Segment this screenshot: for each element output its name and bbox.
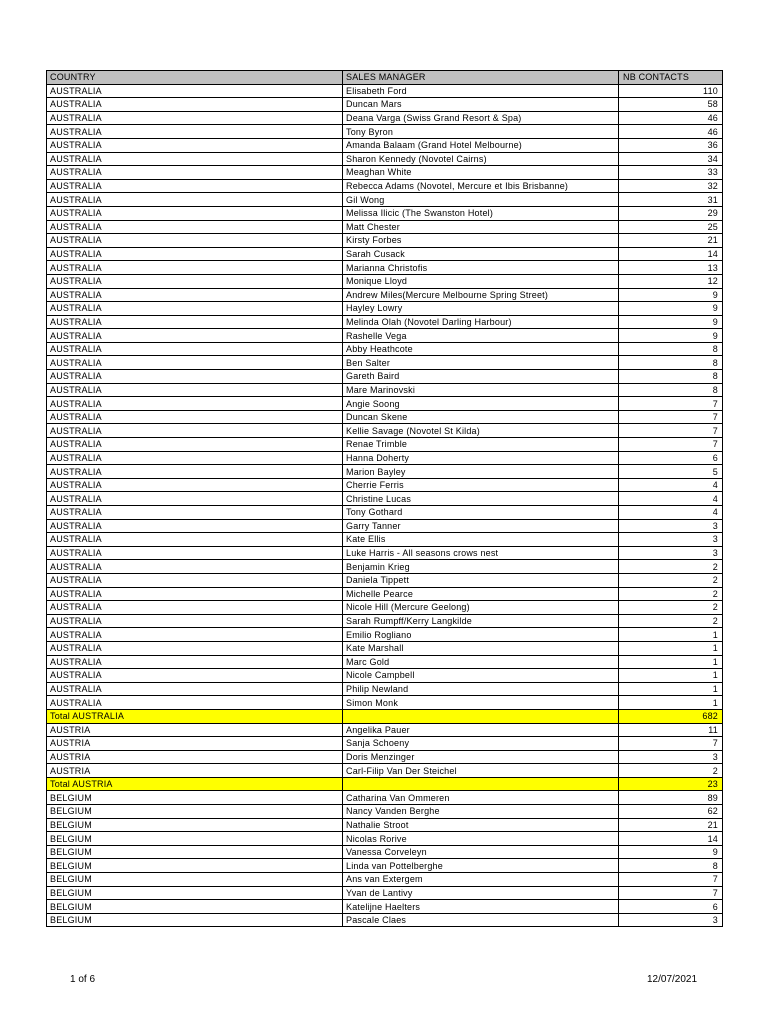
- sales-manager-cell: Matt Chester: [343, 220, 619, 234]
- nb-contacts-cell: 8: [619, 383, 723, 397]
- nb-contacts-cell: 36: [619, 138, 723, 152]
- nb-contacts-cell: 7: [619, 873, 723, 887]
- sales-manager-column-header: SALES MANAGER: [343, 71, 619, 85]
- country-cell: AUSTRIA: [47, 750, 343, 764]
- nb-contacts-cell: 4: [619, 506, 723, 520]
- nb-contacts-cell: 58: [619, 98, 723, 112]
- table-row: [47, 397, 723, 411]
- nb-contacts-cell: 1: [619, 655, 723, 669]
- nb-contacts-cell: 29: [619, 206, 723, 220]
- country-cell: BELGIUM: [47, 832, 343, 846]
- table-row: [47, 832, 723, 846]
- country-cell: Total AUSTRALIA: [47, 709, 343, 723]
- country-cell: AUSTRALIA: [47, 356, 343, 370]
- total-row: [47, 709, 723, 723]
- sales-manager-cell: Meaghan White: [343, 166, 619, 180]
- country-cell: AUSTRALIA: [47, 397, 343, 411]
- nb-contacts-cell: 110: [619, 84, 723, 98]
- nb-contacts-cell: 8: [619, 356, 723, 370]
- nb-contacts-cell: 3: [619, 750, 723, 764]
- contacts-table: [46, 70, 723, 927]
- sales-manager-cell: Ans van Extergem: [343, 873, 619, 887]
- country-cell: AUSTRALIA: [47, 111, 343, 125]
- table-row: [47, 655, 723, 669]
- nb-contacts-cell: 682: [619, 709, 723, 723]
- country-cell: AUSTRALIA: [47, 641, 343, 655]
- nb-contacts-cell: 3: [619, 533, 723, 547]
- table-row: [47, 492, 723, 506]
- country-cell: AUSTRALIA: [47, 573, 343, 587]
- table-row: [47, 315, 723, 329]
- sales-manager-cell: Sharon Kennedy (Novotel Cairns): [343, 152, 619, 166]
- table-row: [47, 465, 723, 479]
- country-cell: AUSTRALIA: [47, 288, 343, 302]
- country-cell: AUSTRALIA: [47, 302, 343, 316]
- sales-manager-cell: Deana Varga (Swiss Grand Resort & Spa): [343, 111, 619, 125]
- table-row: [47, 98, 723, 112]
- table-row: [47, 288, 723, 302]
- country-cell: AUSTRALIA: [47, 628, 343, 642]
- country-cell: AUSTRALIA: [47, 533, 343, 547]
- sales-manager-cell: Mare Marinovski: [343, 383, 619, 397]
- sales-manager-cell: Elisabeth Ford: [343, 84, 619, 98]
- table-row: [47, 641, 723, 655]
- table-row: [47, 451, 723, 465]
- sales-manager-cell: Angelika Pauer: [343, 723, 619, 737]
- table-row: [47, 370, 723, 384]
- nb-contacts-cell: 34: [619, 152, 723, 166]
- country-cell: BELGIUM: [47, 900, 343, 914]
- sales-manager-cell: Duncan Mars: [343, 98, 619, 112]
- table-row: [47, 478, 723, 492]
- sales-manager-cell: Duncan Skene: [343, 410, 619, 424]
- sales-manager-cell: [343, 777, 619, 791]
- nb-contacts-cell: 7: [619, 438, 723, 452]
- sales-manager-cell: Michelle Pearce: [343, 587, 619, 601]
- nb-contacts-cell: 7: [619, 424, 723, 438]
- nb-contacts-cell: 14: [619, 832, 723, 846]
- sales-manager-cell: Hayley Lowry: [343, 302, 619, 316]
- country-cell: AUSTRALIA: [47, 696, 343, 710]
- sales-manager-cell: Katelijne Haelters: [343, 900, 619, 914]
- sales-manager-cell: Nathalie Stroot: [343, 818, 619, 832]
- nb-contacts-cell: 1: [619, 696, 723, 710]
- sales-manager-cell: Sarah Cusack: [343, 247, 619, 261]
- sales-manager-cell: Rebecca Adams (Novotel, Mercure et Ibis Brisbanne): [343, 179, 619, 193]
- sales-manager-cell: Christine Lucas: [343, 492, 619, 506]
- nb-contacts-cell: 32: [619, 179, 723, 193]
- sales-manager-cell: Benjamin Krieg: [343, 560, 619, 574]
- country-cell: AUSTRALIA: [47, 560, 343, 574]
- sales-manager-cell: Kate Marshall: [343, 641, 619, 655]
- nb-contacts-cell: 4: [619, 492, 723, 506]
- country-cell: BELGIUM: [47, 873, 343, 887]
- nb-contacts-cell: 9: [619, 315, 723, 329]
- sales-manager-cell: Marc Gold: [343, 655, 619, 669]
- table-row: [47, 84, 723, 98]
- nb-contacts-cell: 2: [619, 764, 723, 778]
- sales-manager-cell: Nicolas Rorive: [343, 832, 619, 846]
- sales-manager-cell: Kirsty Forbes: [343, 234, 619, 248]
- table-row: [47, 886, 723, 900]
- nb-contacts-cell: 89: [619, 791, 723, 805]
- country-cell: AUSTRIA: [47, 723, 343, 737]
- nb-contacts-cell: 31: [619, 193, 723, 207]
- sales-manager-cell: Linda van Pottelberghe: [343, 859, 619, 873]
- table-row: [47, 410, 723, 424]
- table-row: [47, 438, 723, 452]
- sales-manager-cell: Ben Salter: [343, 356, 619, 370]
- nb-contacts-cell: 7: [619, 397, 723, 411]
- table-row: [47, 111, 723, 125]
- table-row: [47, 737, 723, 751]
- nb-contacts-cell: 3: [619, 913, 723, 927]
- country-cell: AUSTRALIA: [47, 383, 343, 397]
- country-cell: AUSTRALIA: [47, 424, 343, 438]
- sales-manager-cell: Tony Gothard: [343, 506, 619, 520]
- page-number: 1 of 6: [70, 974, 96, 985]
- sales-manager-cell: Melinda Olah (Novotel Darling Harbour): [343, 315, 619, 329]
- country-cell: AUSTRALIA: [47, 669, 343, 683]
- sales-manager-cell: Gareth Baird: [343, 370, 619, 384]
- table-row: [47, 342, 723, 356]
- table-row: [47, 152, 723, 166]
- table-row: [47, 764, 723, 778]
- country-cell: AUSTRALIA: [47, 125, 343, 139]
- table-row: [47, 859, 723, 873]
- table-row: [47, 261, 723, 275]
- nb-contacts-cell: 9: [619, 302, 723, 316]
- table-row: [47, 138, 723, 152]
- header-row: [47, 71, 723, 85]
- table-row: [47, 818, 723, 832]
- table-row: [47, 560, 723, 574]
- country-cell: AUSTRALIA: [47, 506, 343, 520]
- table-row: [47, 628, 723, 642]
- table-row: [47, 723, 723, 737]
- country-cell: AUSTRALIA: [47, 98, 343, 112]
- nb-contacts-cell: 11: [619, 723, 723, 737]
- total-row: [47, 777, 723, 791]
- country-cell: AUSTRALIA: [47, 682, 343, 696]
- country-cell: AUSTRALIA: [47, 138, 343, 152]
- country-cell: AUSTRALIA: [47, 370, 343, 384]
- country-cell: AUSTRALIA: [47, 492, 343, 506]
- country-cell: BELGIUM: [47, 805, 343, 819]
- print-date: 12/07/2021: [647, 974, 698, 985]
- sales-manager-cell: Nancy Vanden Berghe: [343, 805, 619, 819]
- sales-manager-cell: Abby Heathcote: [343, 342, 619, 356]
- sales-manager-cell: Kellie Savage (Novotel St Kilda): [343, 424, 619, 438]
- sales-manager-cell: Gil Wong: [343, 193, 619, 207]
- country-cell: AUSTRALIA: [47, 247, 343, 261]
- sales-manager-cell: Angie Soong: [343, 397, 619, 411]
- country-cell: AUSTRALIA: [47, 519, 343, 533]
- sales-manager-cell: Carl-Filip Van Der Steichel: [343, 764, 619, 778]
- country-cell: BELGIUM: [47, 791, 343, 805]
- table-row: [47, 356, 723, 370]
- country-cell: AUSTRALIA: [47, 587, 343, 601]
- nb-contacts-cell: 21: [619, 234, 723, 248]
- sales-manager-cell: Garry Tanner: [343, 519, 619, 533]
- country-cell: AUSTRALIA: [47, 315, 343, 329]
- table-row: [47, 274, 723, 288]
- table-row: [47, 302, 723, 316]
- sales-manager-cell: Pascale Claes: [343, 913, 619, 927]
- country-cell: Total AUSTRIA: [47, 777, 343, 791]
- sales-manager-cell: Tony Byron: [343, 125, 619, 139]
- country-cell: AUSTRALIA: [47, 614, 343, 628]
- country-cell: AUSTRALIA: [47, 546, 343, 560]
- nb-contacts-cell: 46: [619, 125, 723, 139]
- sales-manager-cell: Emilio Rogliano: [343, 628, 619, 642]
- table-row: [47, 682, 723, 696]
- nb-contacts-cell: 2: [619, 560, 723, 574]
- sales-manager-cell: Doris Menzinger: [343, 750, 619, 764]
- country-cell: AUSTRALIA: [47, 329, 343, 343]
- country-cell: AUSTRALIA: [47, 206, 343, 220]
- table-row: [47, 696, 723, 710]
- nb-contacts-cell: 9: [619, 288, 723, 302]
- country-cell: AUSTRIA: [47, 737, 343, 751]
- table-row: [47, 750, 723, 764]
- table-row: [47, 247, 723, 261]
- nb-contacts-cell: 2: [619, 614, 723, 628]
- nb-contacts-cell: 21: [619, 818, 723, 832]
- country-cell: AUSTRALIA: [47, 193, 343, 207]
- sales-manager-cell: Melissa Ilicic (The Swanston Hotel): [343, 206, 619, 220]
- country-cell: AUSTRALIA: [47, 166, 343, 180]
- sales-manager-cell: Philip Newland: [343, 682, 619, 696]
- sales-manager-cell: Rashelle Vega: [343, 329, 619, 343]
- nb-contacts-cell: 62: [619, 805, 723, 819]
- nb-contacts-cell: 33: [619, 166, 723, 180]
- table-row: [47, 601, 723, 615]
- table-row: [47, 329, 723, 343]
- nb-contacts-cell: 12: [619, 274, 723, 288]
- table-row: [47, 193, 723, 207]
- table-body: [47, 84, 723, 927]
- nb-contacts-cell: 4: [619, 478, 723, 492]
- table-row: [47, 234, 723, 248]
- nb-contacts-cell: 25: [619, 220, 723, 234]
- table-row: [47, 614, 723, 628]
- table-row: [47, 546, 723, 560]
- nb-contacts-cell: 7: [619, 410, 723, 424]
- nb-contacts-cell: 7: [619, 886, 723, 900]
- country-cell: AUSTRALIA: [47, 152, 343, 166]
- nb-contacts-cell: 23: [619, 777, 723, 791]
- sales-manager-cell: Renae Trimble: [343, 438, 619, 452]
- country-cell: AUSTRALIA: [47, 84, 343, 98]
- sales-manager-cell: Nicole Campbell: [343, 669, 619, 683]
- country-cell: AUSTRALIA: [47, 220, 343, 234]
- sales-manager-cell: Yvan de Lantivy: [343, 886, 619, 900]
- table-row: [47, 125, 723, 139]
- nb-contacts-cell: 1: [619, 669, 723, 683]
- table-row: [47, 424, 723, 438]
- table-row: [47, 669, 723, 683]
- country-cell: BELGIUM: [47, 845, 343, 859]
- table-row: [47, 791, 723, 805]
- nb-contacts-cell: 2: [619, 587, 723, 601]
- table-row: [47, 533, 723, 547]
- country-cell: BELGIUM: [47, 818, 343, 832]
- sales-manager-cell: Simon Monk: [343, 696, 619, 710]
- nb-contacts-cell: 5: [619, 465, 723, 479]
- table-row: [47, 805, 723, 819]
- table-row: [47, 383, 723, 397]
- country-cell: AUSTRALIA: [47, 410, 343, 424]
- table-row: [47, 845, 723, 859]
- nb-contacts-cell: 1: [619, 641, 723, 655]
- sales-manager-cell: Daniela Tippett: [343, 573, 619, 587]
- country-column-header: COUNTRY: [47, 71, 343, 85]
- table-row: [47, 900, 723, 914]
- nb-contacts-cell: 3: [619, 519, 723, 533]
- sales-manager-cell: Luke Harris - All seasons crows nest: [343, 546, 619, 560]
- nb-contacts-cell: 8: [619, 859, 723, 873]
- country-cell: AUSTRALIA: [47, 261, 343, 275]
- nb-contacts-cell: 6: [619, 451, 723, 465]
- country-cell: AUSTRALIA: [47, 179, 343, 193]
- sales-manager-cell: Marianna Christofis: [343, 261, 619, 275]
- country-cell: AUSTRALIA: [47, 274, 343, 288]
- sales-manager-cell: Kate Ellis: [343, 533, 619, 547]
- country-cell: AUSTRALIA: [47, 342, 343, 356]
- nb-contacts-cell: 2: [619, 601, 723, 615]
- nb-contacts-cell: 9: [619, 845, 723, 859]
- country-cell: AUSTRIA: [47, 764, 343, 778]
- table-row: [47, 519, 723, 533]
- table-row: [47, 220, 723, 234]
- country-cell: AUSTRALIA: [47, 234, 343, 248]
- sales-manager-cell: Catharina Van Ommeren: [343, 791, 619, 805]
- country-cell: AUSTRALIA: [47, 465, 343, 479]
- country-cell: BELGIUM: [47, 859, 343, 873]
- nb-contacts-cell: 8: [619, 370, 723, 384]
- nb-contacts-cell: 8: [619, 342, 723, 356]
- nb-contacts-cell: 9: [619, 329, 723, 343]
- table-row: [47, 873, 723, 887]
- sales-manager-cell: Andrew Miles(Mercure Melbourne Spring Street): [343, 288, 619, 302]
- nb-contacts-cell: 1: [619, 682, 723, 696]
- country-cell: BELGIUM: [47, 886, 343, 900]
- country-cell: AUSTRALIA: [47, 478, 343, 492]
- sales-manager-cell: Sarah Rumpff/Kerry Langkilde: [343, 614, 619, 628]
- country-cell: AUSTRALIA: [47, 451, 343, 465]
- nb-contacts-column-header: NB CONTACTS: [619, 71, 723, 85]
- country-cell: BELGIUM: [47, 913, 343, 927]
- sales-manager-cell: Hanna Doherty: [343, 451, 619, 465]
- nb-contacts-cell: 7: [619, 737, 723, 751]
- table-row: [47, 913, 723, 927]
- sales-manager-cell: Nicole Hill (Mercure Geelong): [343, 601, 619, 615]
- table-row: [47, 573, 723, 587]
- nb-contacts-cell: 14: [619, 247, 723, 261]
- sales-manager-cell: Vanessa Corveleyn: [343, 845, 619, 859]
- sales-manager-cell: Amanda Balaam (Grand Hotel Melbourne): [343, 138, 619, 152]
- table-row: [47, 587, 723, 601]
- nb-contacts-cell: 1: [619, 628, 723, 642]
- sales-manager-cell: Cherrie Ferris: [343, 478, 619, 492]
- table-row: [47, 179, 723, 193]
- table-row: [47, 206, 723, 220]
- nb-contacts-cell: 6: [619, 900, 723, 914]
- sales-manager-cell: [343, 709, 619, 723]
- country-cell: AUSTRALIA: [47, 601, 343, 615]
- table-row: [47, 506, 723, 520]
- nb-contacts-cell: 3: [619, 546, 723, 560]
- country-cell: AUSTRALIA: [47, 438, 343, 452]
- nb-contacts-cell: 46: [619, 111, 723, 125]
- table-row: [47, 166, 723, 180]
- country-cell: AUSTRALIA: [47, 655, 343, 669]
- sales-manager-cell: Sanja Schoeny: [343, 737, 619, 751]
- sales-manager-cell: Marion Bayley: [343, 465, 619, 479]
- nb-contacts-cell: 13: [619, 261, 723, 275]
- nb-contacts-cell: 2: [619, 573, 723, 587]
- sales-manager-cell: Monique Lloyd: [343, 274, 619, 288]
